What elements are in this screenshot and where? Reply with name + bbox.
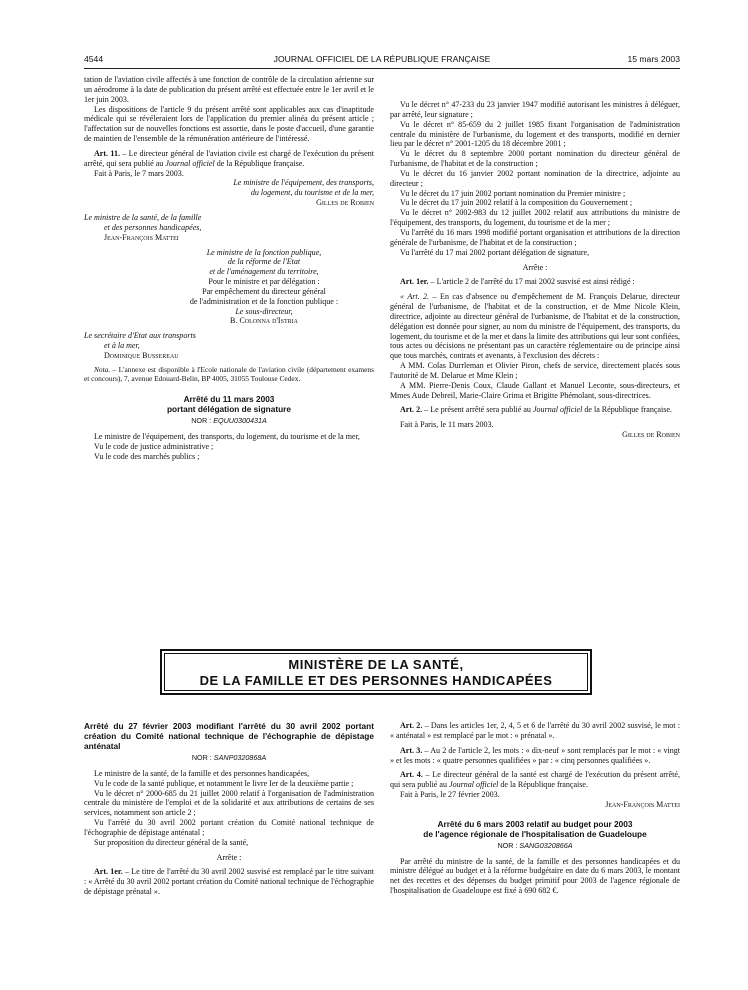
paragraph: A MM. Pierre-Denis Coux, Claude Gallant et Manuel Leconte, sous-directeurs, et Mmes Aude Debreil, Marie-Claire Grima et Brigitte Phémolant, sous-directrices.: [390, 380, 680, 400]
nor-reference: NOR : EQUU0300431A: [191, 416, 267, 426]
signatory-name: Jean-François Mattei: [104, 232, 179, 242]
ministry-line-1: MINISTÈRE DE LA SANTÉ,: [288, 657, 464, 672]
journal-title: JOURNAL OFFICIEL DE LA RÉPUBLIQUE FRANÇAISE: [273, 54, 491, 64]
ministry-line-2: DE LA FAMILLE ET DES PERSONNES HANDICAPÉES: [199, 673, 553, 688]
vu-line: Vu le décret n° 47-233 du 23 janvier 1947 modifié autorisant les ministres à déléguer, par arrêté, leur signature ;: [390, 100, 680, 119]
signatory-title: Le ministre de la fonction publique, de la réforme de l'Etat et de l'aménagement du territoire,: [206, 247, 322, 277]
article-1: Art. 1er. – L'article 2 de l'arrêté du 17 mai 2002 susvisé est ainsi rédigé :: [400, 277, 635, 287]
done-at: Fait à Paris, le 11 mars 2003.: [400, 420, 494, 430]
done-at: Fait à Paris, le 27 février 2003.: [400, 790, 500, 800]
paragraph: Vu le code de la santé publique, et notamment le livre Ier de la deuxième partie ;: [94, 778, 354, 788]
ministry-banner: [160, 649, 592, 695]
page-header: [84, 54, 680, 68]
paragraph: Vu le code de justice administrative ;: [94, 442, 214, 452]
paragraph: A MM. Colas Durrleman et Olivier Piron, chefs de service, directement placés sous l'autorité de M. Delarue et Mme Klein ;: [390, 361, 680, 380]
paragraph: Vu le décret n° 2000-685 du 21 juillet 2000 relatif à l'organisation de l'administration centrale du ministère de l'emploi et de la solidarité et aux attributions de certains de ses services, notamment son article 2 ;: [84, 788, 374, 818]
arrete-title: Arrêté du 27 février 2003 modifiant l'arrêté du 30 avril 2002 portant création du Comité national technique de l'échographie de dépistage anténatal: [84, 721, 374, 751]
article-2: Art. 2. – Le présent arrêté sera publié au Journal officiel de la République française.: [400, 405, 672, 415]
nota: Nota. – L'annexe est disponible à l'Ecole nationale de l'aviation civile (département examens et concours), 7, avenue Edouard-Belin, BP 4005, 31055 Toulouse Cedex.: [84, 364, 374, 383]
paragraph: Vu le code des marchés publics ;: [94, 451, 200, 461]
article-4: Art. 4. – Le directeur général de la santé est chargé de l'exécution du présent arrêté, qui sera publié au Journal officiel de la République française.: [390, 770, 680, 790]
paragraph: tation de l'aviation civile affectés à une fonction de contrôle de la circulation aérienne sur un aérodrome à la date de publication du présent arrêté est effectuée entre le 1er avril et le 1er juin 2003.: [84, 75, 374, 104]
article-1: Art. 1er. – Le titre de l'arrêté du 30 avril 2002 susvisé est remplacé par le titre suivant : « Arrêté du 30 avril 2002 portant création du Comité national technique de l'échographie de dépistage prénatal ».: [84, 867, 375, 897]
vu-line: Vu le décret du 17 juin 2002 relatif à la composition du Gouvernement ;: [400, 198, 633, 208]
signatory-title: Le ministre de l'équipement, des transports, du logement, du tourisme et de la mer,: [233, 178, 374, 198]
paragraph: Les dispositions de l'article 9 du présent arrêté sont applicables aux cas d'inaptitude médicale qui se révéleraient lors de l'application du premier alinéa du présent article ; l'affectation sur de nouvelles fonctions est assortie, dans le poste d'accueil, d'une garantie de maintien de l'ensemble de la rémunération antérieure de l'intéressé.: [84, 104, 374, 144]
vu-line: Vu le décret n° 85-659 du 2 juillet 1985 fixant l'organisation de l'administration centrale du ministère de l'urbanisme, du logement et des transports, modifié en dernier lieu par le décret n° 2001-1205 du 18 décembre 2001 ;: [390, 119, 680, 149]
header-rule: [84, 68, 680, 69]
signatory-title: Le ministre de la santé, de la famille et des personnes handicapées,: [84, 212, 202, 232]
vu-line: Vu le décret du 16 janvier 2002 portant nomination de la directrice, adjointe au directeur ;: [390, 168, 680, 188]
article-2: Art. 2. – Dans les articles 1er, 2, 4, 5 et 6 de l'arrêté du 30 avril 2002 susvisé, le mot : « anténatal » est remplacé par le mot : « prénatal ».: [390, 721, 680, 740]
nor-reference: NOR : SANG0320866A: [497, 840, 573, 850]
arrete-title: Arrêté du 11 mars 2003 portant délégation de signature: [166, 394, 291, 415]
arrete-word: Arrête :: [522, 262, 548, 272]
vu-line: Vu le décret n° 2002-983 du 12 juillet 2002 relatif aux attributions du ministre de l'équipement, des transports, du logement, du tourisme et de la mer ;: [390, 208, 680, 228]
quoted-article-2: « Art. 2. – En cas d'absence ou d'empêchement de M. François Delarue, directeur général de l'urbanisme, de l'habitat et de la construction, et de Mme Nicole Klein, directrice, adjointe au directeur général de l'urbanisme, de l'habitat et de la construction, délégation est donnée pour signer, au nom du ministre de l'équipement, des transports, du logement, du tourisme et de la mer et dans la limite des attributions qui leur sont confiées, tous actes ou décisions ne présentant pas un caractère réglementaire ou de principe ainsi que tous marchés, contrats et avenants, à l'exclusion des décrets :: [390, 292, 680, 361]
vu-line: Vu le décret du 8 septembre 2000 portant nomination du directeur général de l'urbanisme, de l'habitat et de la construction ;: [390, 149, 680, 169]
paragraph: Par arrêté du ministre de la santé, de la famille et des personnes handicapées et du ministre délégué au budget et à la réforme budgétaire en date du 6 mars 2003, le montant net des recettes et des dépenses du budget primitif pour 2003 de l'agence régionale de l'hospitalisation de Guadeloupe est fixé à 690 682 €.: [390, 856, 680, 896]
paragraph: Sur proposition du directeur général de la santé,: [94, 837, 249, 847]
done-at: Fait à Paris, le 7 mars 2003.: [94, 168, 184, 178]
signatory-name: Gilles de Robien: [622, 430, 680, 440]
bottom-left-column: [84, 721, 374, 897]
article-11: Art. 11. – Le directeur général de l'aviation civile est chargé de l'exécution du présent arrêté, qui sera publié au Journal officiel de la République française.: [84, 148, 375, 168]
arrete-word: Arrête :: [216, 852, 242, 862]
vu-line: Vu le décret du 17 juin 2002 portant nomination du Premier ministre ;: [400, 188, 626, 198]
top-right-column: [390, 100, 680, 440]
signatory-name: Dominique Bussereau: [104, 350, 179, 360]
delegation-lines: Pour le ministre et par délégation : Par empêchement du directeur général de l'administration et de la fonction publique : Le sous-directeur, B. Colonna d'Istria: [189, 277, 339, 326]
arrete-title: Arrêté du 6 mars 2003 relatif au budget pour 2003 de l'agence régionale de l'hospitalisation de Guadeloupe: [423, 818, 647, 839]
article-3: Art. 3. – Au 2 de l'article 2, les mots : « dix-neuf » sont remplacés par le mot : « vingt » et les mots : « quatre personnes qualifiées » par : « cinq personnes qualifiées ».: [390, 745, 680, 765]
vu-line: Vu l'arrêté du 16 mars 1998 modifié portant organisation et attributions de la direction générale de l'urbanisme, de l'habitat et de la construction ;: [390, 227, 680, 247]
vu-line: Vu l'arrêté du 17 mai 2002 portant délégation de signature,: [400, 247, 590, 257]
issue-date: 15 mars 2003: [627, 54, 680, 64]
signatory-name: Jean-François Mattei: [605, 799, 680, 809]
page-number: 4544: [84, 54, 104, 64]
bottom-right-column: [390, 721, 680, 896]
paragraph: Le ministre de l'équipement, des transports, du logement, du tourisme et de la mer,: [94, 432, 360, 442]
signatory-name: Gilles de Robien: [316, 198, 374, 208]
paragraph: Vu l'arrêté du 30 avril 2002 portant création du Comité national technique de l'échographie de dépistage anténatal ;: [84, 818, 374, 837]
top-left-column: [84, 75, 374, 462]
signatory-title: Le secrétaire d'Etat aux transports et à la mer,: [84, 331, 196, 351]
nor-reference: NOR : SANP0320868A: [191, 753, 267, 762]
paragraph: Le ministre de la santé, de la famille et des personnes handicapées,: [94, 768, 310, 778]
